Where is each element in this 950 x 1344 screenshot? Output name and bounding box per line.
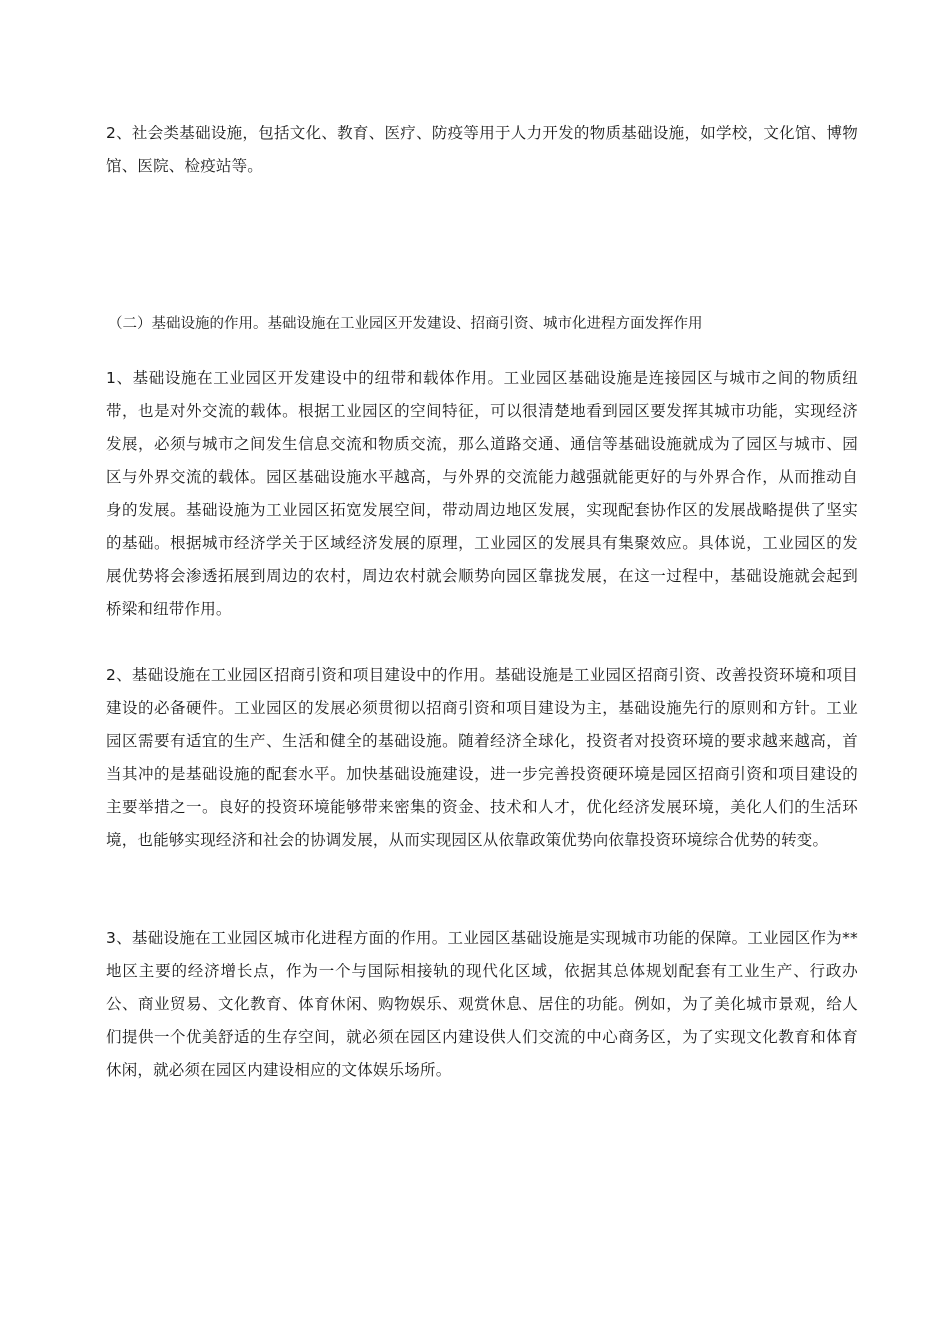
- paragraph-social-infrastructure: 2、社会类基础设施，包括文化、教育、医疗、防疫等用于人力开发的物质基础设施，如学校，文化馆、博物馆、医院、检疫站等。: [106, 124, 858, 175]
- section-heading: （二）基础设施的作用。基础设施在工业园区开发建设、招商引资、城市化进程方面发挥作用: [108, 316, 703, 332]
- paragraph-3-urbanization: 3、基础设施在工业园区城市化进程方面的作用。工业园区基础设施是实现城市功能的保障。工业园区作为**地区主要的经济增长点，作为一个与国际相接轨的现代化区域，依据其总体规划配套有工业生产、行政办公、商业贸易、文化教育、体育休闲、购物娱乐、观赏休息、居住的功能。例如，为了美化城市景观，给人们提供一个优美舒适的生存空间，就必须在园区内建设供人们交流的中心商务区，为了实现文化教育和体育休闲，就必须在园区内建设相应的文体娱乐场所。: [106, 929, 858, 1079]
- paragraph-2-investment: 2、基础设施在工业园区招商引资和项目建设中的作用。基础设施是工业园区招商引资、改善投资环境和项目建设的必备硬件。工业园区的发展必须贯彻以招商引资和项目建设为主，基础设施先行的原则和方针。工业园区需要有适宜的生产、生活和健全的基础设施。随着经济全球化，投资者对投资环境的要求越来越高，首当其冲的是基础设施的配套水平。加快基础设施建设，进一步完善投资硬环境是园区招商引资和项目建设的主要举措之一。良好的投资环境能够带来密集的资金、技术和人才，优化经济发展环境，美化人们的生活环境，也能够实现经济和社会的协调发展，从而实现园区从依靠政策优势向依靠投资环境综合优势的转变。: [106, 666, 858, 849]
- paragraph-1-link-and-carrier: 1、基础设施在工业园区开发建设中的纽带和载体作用。工业园区基础设施是连接园区与城市之间的物质纽带，也是对外交流的载体。根据工业园区的空间特征，可以很清楚地看到园区要发挥其城市功能，实现经济发展，必须与城市之间发生信息交流和物质交流，那么道路交通、通信等基础设施就成为了园区与城市、园区与外界交流的载体。园区基础设施水平越高，与外界的交流能力越强就能更好的与外界合作，从而推动自身的发展。基础设施为工业园区拓宽发展空间，带动周边地区发展，实现配套协作区的发展战略提供了坚实的基础。根据城市经济学关于区域经济发展的原理，工业园区的发展具有集聚效应。具体说，工业园区的发展优势将会渗透拓展到周边的农村，周边农村就会顺势向园区靠拢发展，在这一过程中，基础设施就会起到桥梁和纽带作用。: [106, 369, 858, 618]
